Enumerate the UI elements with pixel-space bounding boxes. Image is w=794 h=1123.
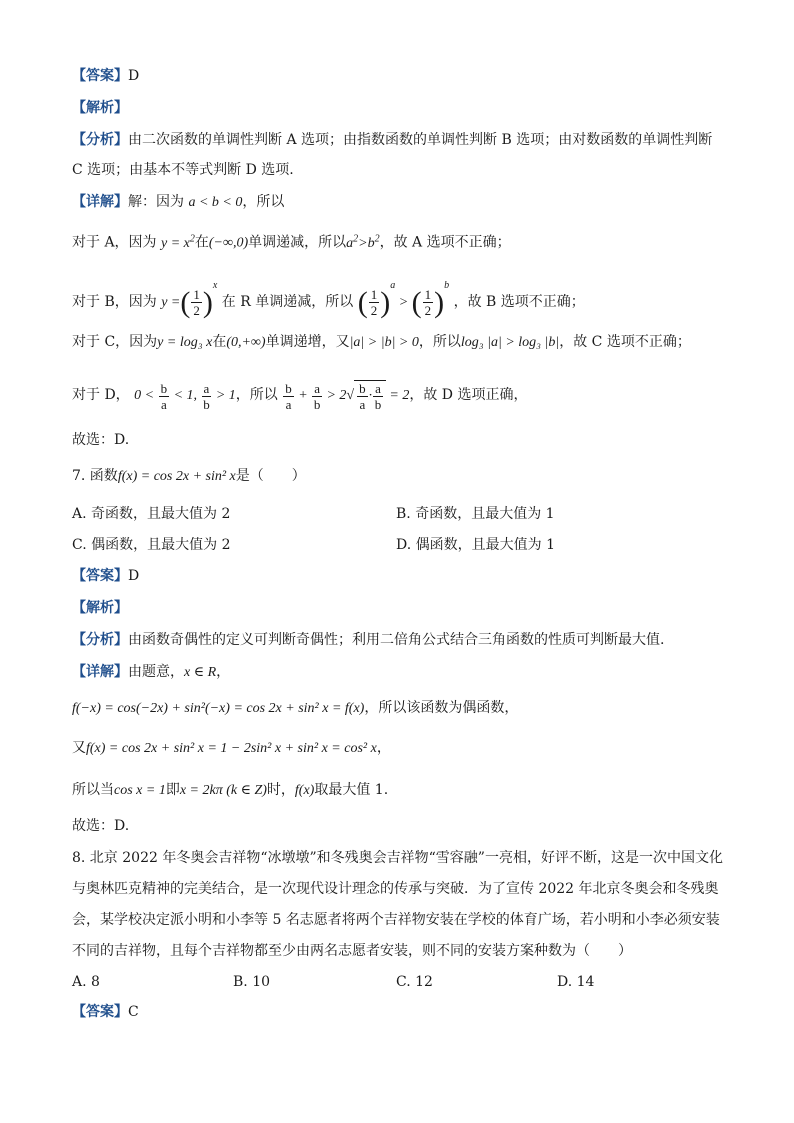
q8-stem-line-1: 8. 北京 2022 年冬奥会吉祥物“冰墩墩”和冬残奥会吉祥物“雪容融”一亮相，好评不断，这是一次中国文化 bbox=[72, 850, 723, 866]
math-expr: f(−x) = cos(−2x) + sin²(−x) = cos 2x + sin² x = f(x) bbox=[72, 701, 365, 716]
q6-answer-line bbox=[72, 66, 139, 86]
q7-detail-line bbox=[72, 662, 230, 683]
q8-option-a: A. 8 bbox=[72, 974, 100, 990]
math-ineq: ( $\frac{1}{2}$ )$^a$ > ( $\frac{1}{2}$ )$^b$ bbox=[357, 280, 450, 319]
q8-stem-line-4: 不同的吉祥物，且每个吉祥物都至少由两名志愿者安装，则不同的安装方案种数为（ ） bbox=[72, 943, 632, 959]
text: ，故 C 选项不正确； bbox=[559, 334, 691, 350]
math-ineq: $\frac{b}{a}$ + $\frac{a}{b}$ > 2√ $\frac{b}{a}$ · $\frac{a}{b}$ = 2 bbox=[285, 380, 410, 412]
answer-value: C bbox=[128, 1004, 139, 1020]
q7-option-b: B. 奇函数，且最大值为 1 bbox=[396, 506, 555, 522]
answer-value: D bbox=[128, 68, 140, 84]
analysis-tag: 【解析】 bbox=[72, 100, 128, 116]
text: 时， bbox=[266, 782, 295, 798]
q8-option-c: C. 12 bbox=[396, 974, 433, 990]
answer-tag: 【答案】 bbox=[72, 568, 128, 584]
q6-option-b-line bbox=[72, 276, 585, 318]
text: ，所以该函数为偶函数， bbox=[364, 700, 519, 716]
q7-answer-line bbox=[72, 566, 139, 586]
math-ineq: $a^2>b^2$ bbox=[346, 233, 380, 251]
text: 即 bbox=[165, 782, 180, 798]
text: ， bbox=[376, 740, 391, 756]
q6-option-c-line bbox=[72, 332, 691, 353]
q8-stem-line-3: 会，某学校决定派小明和小李等 5 名志愿者将两个吉祥物安装在学校的体育广场，若小明和小李必须安装 bbox=[72, 912, 720, 928]
detail-tag: 【详解】 bbox=[72, 194, 128, 210]
math-part: >b bbox=[358, 235, 375, 251]
detail-tag: 【详解】 bbox=[72, 664, 128, 680]
q8-answer-line bbox=[72, 1002, 139, 1022]
answer-tag: 【答案】 bbox=[72, 1004, 128, 1020]
q7-option-c: C. 偶函数，且最大值为 2 bbox=[72, 537, 231, 553]
detail-text: ，所以 bbox=[242, 194, 285, 210]
q6-fenxi-line-1 bbox=[72, 130, 712, 150]
text: ，故 B 选项不正确； bbox=[453, 294, 585, 310]
math-expr: y = log₃ x bbox=[157, 335, 213, 350]
q7-option-d: D. 偶函数，且最大值为 1 bbox=[396, 537, 555, 553]
q7-option-a: A. 奇函数，且最大值为 2 bbox=[72, 506, 231, 522]
math-expr: y =( $\frac{1}{2}$ )$^x$ bbox=[161, 280, 218, 319]
q7-fenxi-line bbox=[72, 630, 664, 650]
detail-text: 解：因为 bbox=[128, 194, 184, 210]
math-expr: x ∈ R bbox=[184, 665, 217, 680]
text: 对于 C，因为 bbox=[72, 334, 158, 350]
answer-value: D bbox=[128, 568, 140, 584]
text: 又 bbox=[72, 740, 86, 756]
text: ，所以 bbox=[235, 387, 278, 404]
text: 在 bbox=[194, 234, 209, 251]
math-expr: f(x) = cos 2x + sin² x = 1 − 2sin² x + sin² x = cos² x bbox=[86, 741, 377, 756]
fenxi-tag: 【分析】 bbox=[72, 632, 128, 648]
math-ineq: log₃ |a| > log₃ |b| bbox=[460, 335, 560, 350]
text: 单调递增，又 bbox=[265, 334, 350, 350]
q7-parity-line bbox=[72, 698, 518, 719]
math-expr: $y = x^2$ bbox=[161, 233, 195, 251]
math-interval: (−∞,0) bbox=[208, 235, 249, 251]
answer-tag: 【答案】 bbox=[72, 68, 128, 84]
q6-option-d-line bbox=[72, 380, 527, 412]
text: 在 R 单调递减，所以 bbox=[221, 294, 354, 310]
fenxi-tag: 【分析】 bbox=[72, 132, 128, 148]
q6-detail-line bbox=[72, 192, 284, 213]
math-expr: cos x = 1 bbox=[114, 783, 166, 798]
text: 对于 D， bbox=[72, 387, 130, 404]
text: 取最大值 1. bbox=[314, 782, 389, 798]
math-expr: f(x) bbox=[294, 783, 315, 798]
math-expr: f(x) = cos 2x + sin² x bbox=[117, 469, 236, 484]
text: ，故 D 选项正确， bbox=[409, 387, 528, 404]
q7-analysis-heading bbox=[72, 598, 128, 618]
q6-fenxi-line-2 bbox=[72, 160, 294, 180]
text: ，所以 bbox=[418, 334, 461, 350]
q6-analysis-heading bbox=[72, 98, 128, 118]
q7-stem bbox=[72, 466, 306, 487]
q8-option-b: B. 10 bbox=[233, 974, 271, 990]
q6-conclusion bbox=[72, 430, 129, 450]
q7-conclusion bbox=[72, 816, 129, 836]
text: ，故 A 选项不正确； bbox=[379, 234, 511, 251]
q7-max-line bbox=[72, 738, 391, 759]
text: 故选：D. bbox=[72, 432, 130, 448]
text: 故选：D. bbox=[72, 818, 130, 834]
text: 对于 B，因为 bbox=[72, 294, 157, 310]
q8-stem-line-2: 与奥林匹克精神的完美结合，是一次现代设计理念的传承与突破．为了宣传 2022 年北京冬奥会和冬残奥 bbox=[72, 881, 719, 897]
text: 在 bbox=[212, 334, 227, 350]
math-expr: a < b < 0 bbox=[188, 195, 243, 210]
math-part: a bbox=[346, 235, 354, 251]
text: ， bbox=[216, 664, 231, 680]
math-ineq: 0 < $\frac{b}{a}$ < 1, $\frac{a}{b}$ > 1 bbox=[134, 380, 236, 412]
q8-option-d: D. 14 bbox=[557, 974, 595, 990]
math-ineq: |a| > |b| > 0 bbox=[349, 335, 419, 350]
q6-option-a-line bbox=[72, 229, 511, 254]
fenxi-text: C 选项；由基本不等式判断 D 选项. bbox=[72, 162, 294, 178]
math-part: y = x bbox=[161, 235, 190, 251]
text: 是（ ） bbox=[235, 468, 306, 484]
text: 对于 A，因为 bbox=[72, 234, 157, 251]
fenxi-text: 由函数奇偶性的定义可判断奇偶性；利用二倍角公式结合三角函数的性质可判断最大值. bbox=[128, 632, 665, 648]
text: 单调递减，所以 bbox=[248, 234, 347, 251]
text: 所以当 bbox=[72, 782, 114, 798]
analysis-tag: 【解析】 bbox=[72, 600, 128, 616]
math-interval: (0,+∞) bbox=[226, 335, 266, 350]
text: 7. 函数 bbox=[72, 468, 118, 484]
q7-result-line bbox=[72, 780, 388, 801]
text: 由题意， bbox=[128, 664, 184, 680]
math-expr: x = 2kπ (k ∈ Z) bbox=[179, 783, 267, 798]
fenxi-text: 由二次函数的单调性判断 A 选项；由指数函数的单调性判断 B 选项；由对数函数的单调性判断 bbox=[128, 132, 713, 148]
